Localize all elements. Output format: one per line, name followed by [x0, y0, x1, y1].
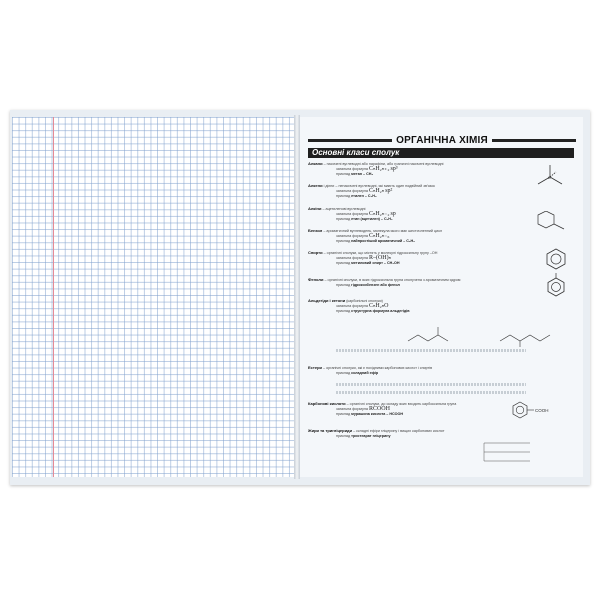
entry-benzene: Бензол – ароматичний вуглеводень, молекула якого має шестичленний цикл загальна формула CₙH₂ₙ₋₆ приклад найпростіший ароматичний – C₆H₆ — [308, 228, 442, 244]
entry-alkenes: Алкени і дієни – ненасичені вуглеводні, які мають один подвійний зв'язок загальна формула CₙH₂ₙ sp² приклад етилен – C₂H₄ — [308, 183, 435, 199]
svg-text:COOH: COOH — [535, 408, 549, 413]
right-page-reference — [300, 117, 583, 477]
alkyne-structure-diagram — [528, 211, 572, 239]
methane-structure-diagram — [530, 162, 570, 192]
entry-esters: Естери – органічні сполуки, які є похідними карбонових кислот і спиртів приклад складний ефір — [308, 365, 433, 376]
ester-notes-lines — [336, 383, 526, 386]
title-rule-left — [308, 139, 392, 142]
entry-aldehydes: Альдегіди і кетони (карбонільні сполуки) загальна формула CₙH₂ₙO приклад структурна формула альдегідів — [308, 298, 410, 314]
benzoic-acid-diagram — [510, 399, 560, 421]
triglyceride-diagram — [480, 439, 540, 469]
phenol-structure-diagram — [544, 273, 568, 299]
title-bar — [308, 134, 576, 146]
left-page-grid — [12, 117, 295, 477]
entry-alkynes: Алкіни – ацетиленові вуглеводні загальна формула CₙH₂ₙ₋₂ sp приклад етин (ацетилен) – C₂H₂ — [308, 206, 396, 222]
benzene-ring-diagram — [544, 247, 568, 271]
aldehyde-chain-diagram — [404, 323, 554, 349]
aldehyde-notes-lines — [336, 349, 526, 352]
entry-alcohols: Спирти – органічні сполуки, що містять у молекулі гідроксильну групу –OH загальна формула R–(OH)ₙ приклад метиловий спирт – CH₃OH — [308, 250, 438, 266]
page-title: ОРГАНІЧНА ХІМІЯ — [396, 134, 488, 146]
svg-text:C: C — [548, 175, 551, 180]
entry-phenols: Феноли – органічні сполуки, в яких гідроксильна група сполучена з ароматичним ядром приклад гідроксибензен або фенол — [308, 277, 461, 288]
ester-notes-lines-2 — [336, 391, 526, 394]
entry-carboxylic-acids: Карбонові кислоти – органічні сполуки, до складу яких входить карбоксильна група загальна формула RCOOH приклад мурашина кислота – HCOOH — [308, 401, 457, 417]
entry-alkanes: Алкани – насичені вуглеводні або парафіни, або граничні насичені вуглеводні загальна формула CₙH₂ₙ₊₂ sp³ приклад метан – CH₄ — [308, 161, 444, 177]
page-subtitle: Основні класи сполук — [308, 148, 574, 158]
title-rule-right — [492, 139, 576, 142]
margin-line — [53, 117, 54, 477]
entry-fats: Жири та тригліцериди – складні ефіри гліцерину і вищих карбонових кислот приклад тристеарат гліцерину — [308, 428, 445, 439]
